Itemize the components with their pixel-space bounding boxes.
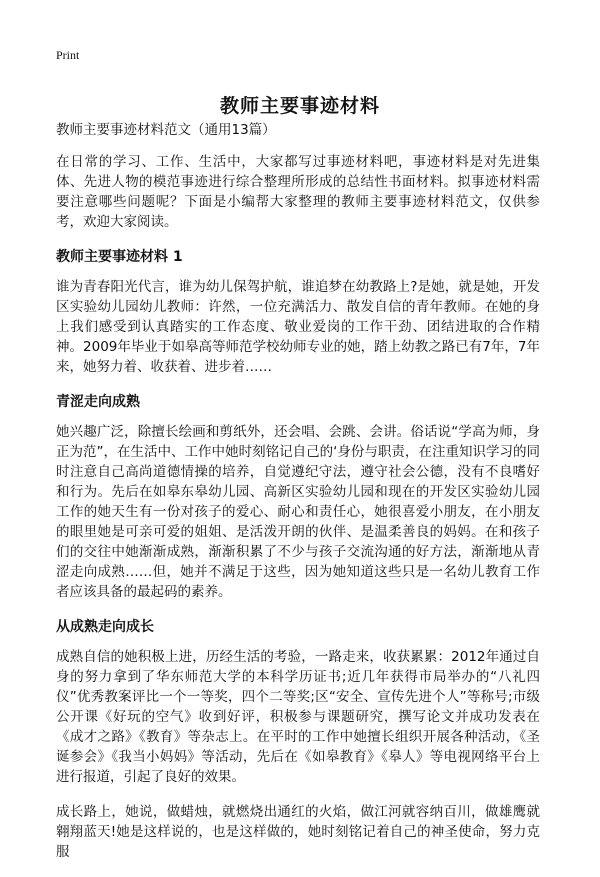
section-heading-3: 从成熟走向成长: [56, 619, 154, 635]
section-heading-1: 教师主要事迹材料 1: [56, 249, 183, 265]
page-title: 教师主要事迹材料: [219, 94, 380, 117]
section-paragraph-1: 谁为青春阳光代言，谁为幼儿保驾护航，谁追梦在幼教路上?是她，就是她，开发区实验幼儿园幼儿教师：许然，一位充满活力、散发自信的青年教师。在她的身上我们感受到认真踏实的工作态度、敬业爱岗的工作干劲、团结进取的合作精神。2009年毕业于如皋高等师范学校幼师专业的她，踏上幼教之路已有7年，7年来，她努力着、收获着、进步着……: [56, 279, 540, 375]
section-heading-2: 青涩走向成熟: [56, 394, 140, 410]
section-paragraph-3: 成熟自信的她积极上进，历经生活的考验，一路走来，收获累累：2012年通过自身的努力拿到了华东师范大学的本科学历证书;近几年获得市局举办的“八礼四仪”优秀教案评比一个一等奖，四个二等奖;区“安全、宣传先进个人”等称号;市级公开课《好玩的空气》收到好评，积极参与课题研究，撰写论文并成功发表在《成才之路》《教育》等杂志上。在平时的工作中她擅长组织开展各种活动，《圣诞参会》《我当小妈妈》等活动，先后在《如皋教育》《皋人》等电视网络平台上进行报道，引起了良好的效果。: [56, 649, 540, 785]
closing-paragraph: 成长路上，她说，做蜡烛，就燃烧出通红的火焰，做江河就容纳百川，做雄鹰就翱翔蓝天!她是这样说的，也是这样做的，她时刻铭记着自己的神圣使命，努力克服: [56, 804, 540, 860]
article-subtitle: 教师主要事迹材料范文（通用13篇）: [56, 122, 276, 138]
section-paragraph-2: 她兴趣广泛，除擅长绘画和剪纸外，还会唱、会跳、会讲。俗话说“学高为师，身正为范”，在生活中、工作中她时刻铭记自己的‘身份与职责，在注重知识学习的同时注意自己高尚道德情操的培养，自觉遵纪守法，遵守社会公德，没有不良嗜好和行为。先后在如皋东皋幼儿园、高新区实验幼儿园和现在的开发区实验幼儿园工作的她天生有一份对孩子的爱心、耐心和责任心，她很喜爱小朋友，在小朋友的眼里她是可亲可爱的姐姐、是活泼开朗的伙伴、是温柔善良的妈妈。在和孩子们的交往中她渐渐成熟，渐渐积累了不少与孩子交流沟通的好方法，渐渐地从青涩走向成熟……但，她并不满足于这些，因为她知道这些只是一名幼儿教育工作者应该具备的最起码的素养。: [56, 424, 540, 600]
print-link[interactable]: Print: [56, 48, 80, 62]
intro-paragraph: 在日常的学习、工作、生活中，大家都写过事迹材料吧，事迹材料是对先进集体、先进人物的模范事迹进行综合整理所形成的总结性书面材料。拟事迹材料需要注意哪些问题呢？下面是小编帮大家整理的教师主要事迹材料范文，仅供参考，欢迎大家阅读。: [56, 154, 540, 230]
article-body: [56, 120, 540, 877]
